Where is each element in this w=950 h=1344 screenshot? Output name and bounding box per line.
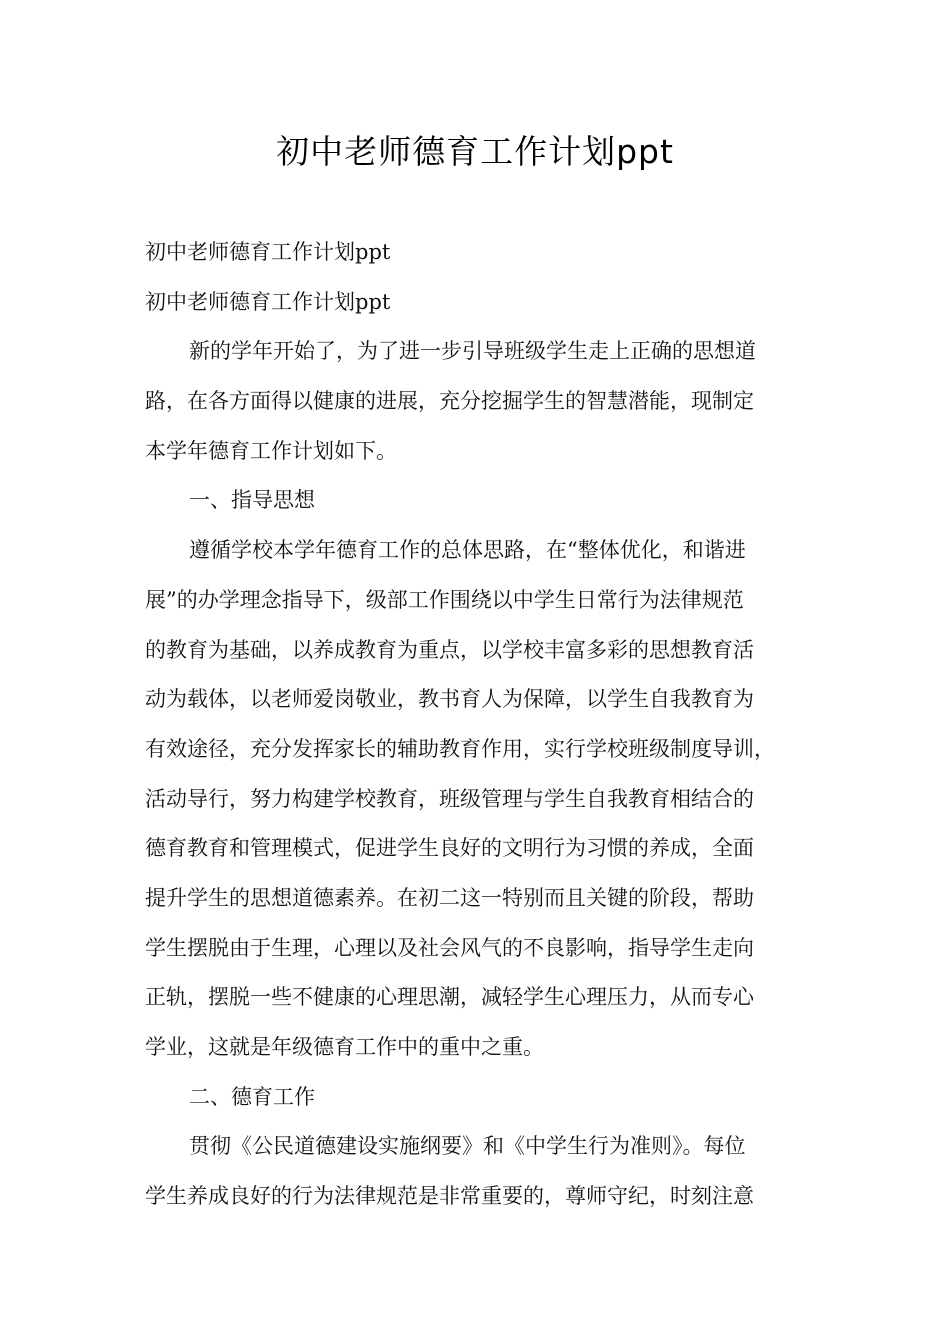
document-body [145,228,821,1222]
paragraph-guiding-line: 遵循学校本学年德育工作的总体思路，在“整体优化，和谐进 [189,538,746,563]
section-heading-guiding-ideology: 一、指导思想 [189,488,315,513]
paragraph-moral-line: 贯彻《公民道德建设实施纲要》和《中学生行为准则》。每位 [189,1134,746,1159]
paragraph-intro-line: 路，在各方面得以健康的进展，充分挖掘学生的智慧潜能，现制定 [145,389,754,414]
paragraph-guiding-line: 动为载体，以老师爱岗敬业，教书育人为保障，以学生自我教育为 [145,687,754,712]
paragraph-guiding-line: 活动导行，努力构建学校教育，班级管理与学生自我教育相结合的 [145,786,754,811]
paragraph-guiding-line: 德育教育和管理模式，促进学生良好的文明行为习惯的养成，全面 [145,836,754,861]
paragraph-intro-line: 新的学年开始了，为了进一步引导班级学生走上正确的思想道 [189,339,756,364]
paragraph-guiding-line: 提升学生的思想道德素养。在初二这一特别而且关键的阶段，帮助 [145,885,754,910]
paragraph-guiding-line: 的教育为基础，以养成教育为重点，以学校丰富多彩的思想教育活 [145,637,754,662]
text-line: 初中老师德育工作计划ppt [145,289,391,314]
paragraph-guiding-line: 正轨，摆脱一些不健康的心理思潮，减轻学生心理压力，从而专心 [145,985,754,1010]
paragraph-guiding-line: 展”的办学理念指导下，级部工作围绕以中学生日常行为法律规范 [145,587,744,612]
paragraph-intro-line: 本学年德育工作计划如下。 [145,438,397,463]
text-line: 初中老师德育工作计划ppt [145,240,391,264]
section-heading-moral-work: 二、德育工作 [189,1084,315,1109]
paragraph-guiding-line: 学生摆脱由于生理，心理以及社会风气的不良影响，指导学生走向 [145,935,754,960]
document-title: 初中老师德育工作计划ppt [276,132,674,171]
paragraph-guiding-line: 学业，这就是年级德育工作中的重中之重。 [145,1035,544,1059]
paragraph-guiding-line: 有效途径，充分发挥家长的辅助教育作用，实行学校班级制度导训， [145,736,775,761]
paragraph-moral-line: 学生养成良好的行为法律规范是非常重要的，尊师守纪，时刻注意 [145,1184,754,1209]
